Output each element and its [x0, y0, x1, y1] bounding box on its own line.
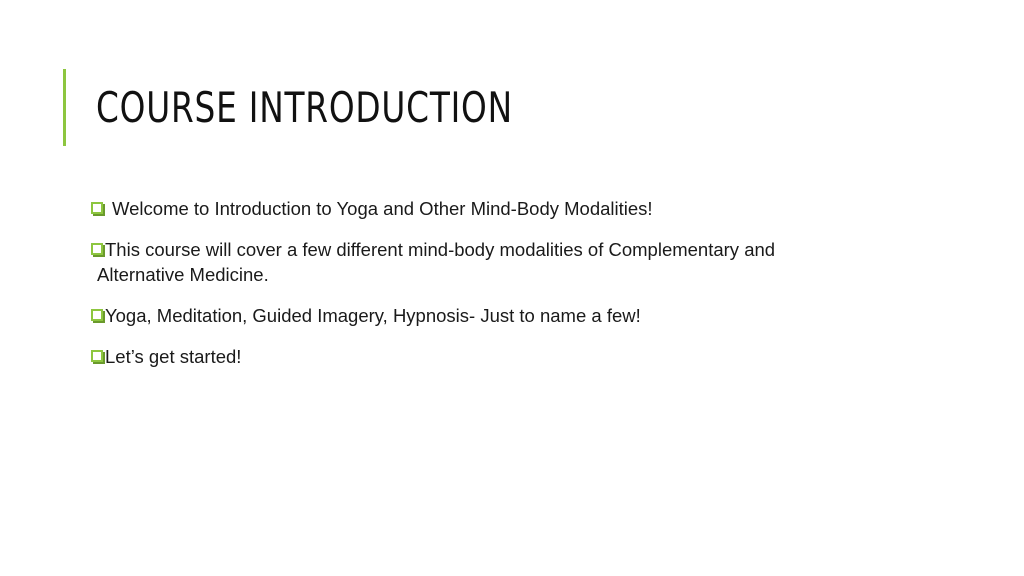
bullet-text: Welcome to Introduction to Yoga and Other Mind-Body Modalities! — [112, 198, 653, 219]
bullet-item-modalities — [91, 303, 911, 328]
title-accent-bar — [63, 69, 66, 146]
bullet-text: Let’s get started! — [105, 346, 242, 367]
bullet-list — [91, 196, 911, 385]
bullet-item-get-started — [91, 344, 911, 369]
bullet-item-course-coverage — [91, 237, 911, 287]
bullet-text: This course will cover a few different mind-body modalities of Complementary and — [105, 239, 776, 260]
bullet-item-welcome — [91, 196, 911, 221]
bullet-text: Yoga, Meditation, Guided Imagery, Hypnosis- Just to name a few! — [105, 305, 641, 326]
checkbox-square-icon — [91, 243, 103, 255]
bullet-text-continuation: Alternative Medicine. — [97, 264, 269, 285]
checkbox-square-icon — [91, 202, 103, 214]
checkbox-square-icon — [91, 309, 103, 321]
slide-title: COURSE INTRODUCTION — [96, 83, 513, 132]
checkbox-square-icon — [91, 350, 103, 362]
